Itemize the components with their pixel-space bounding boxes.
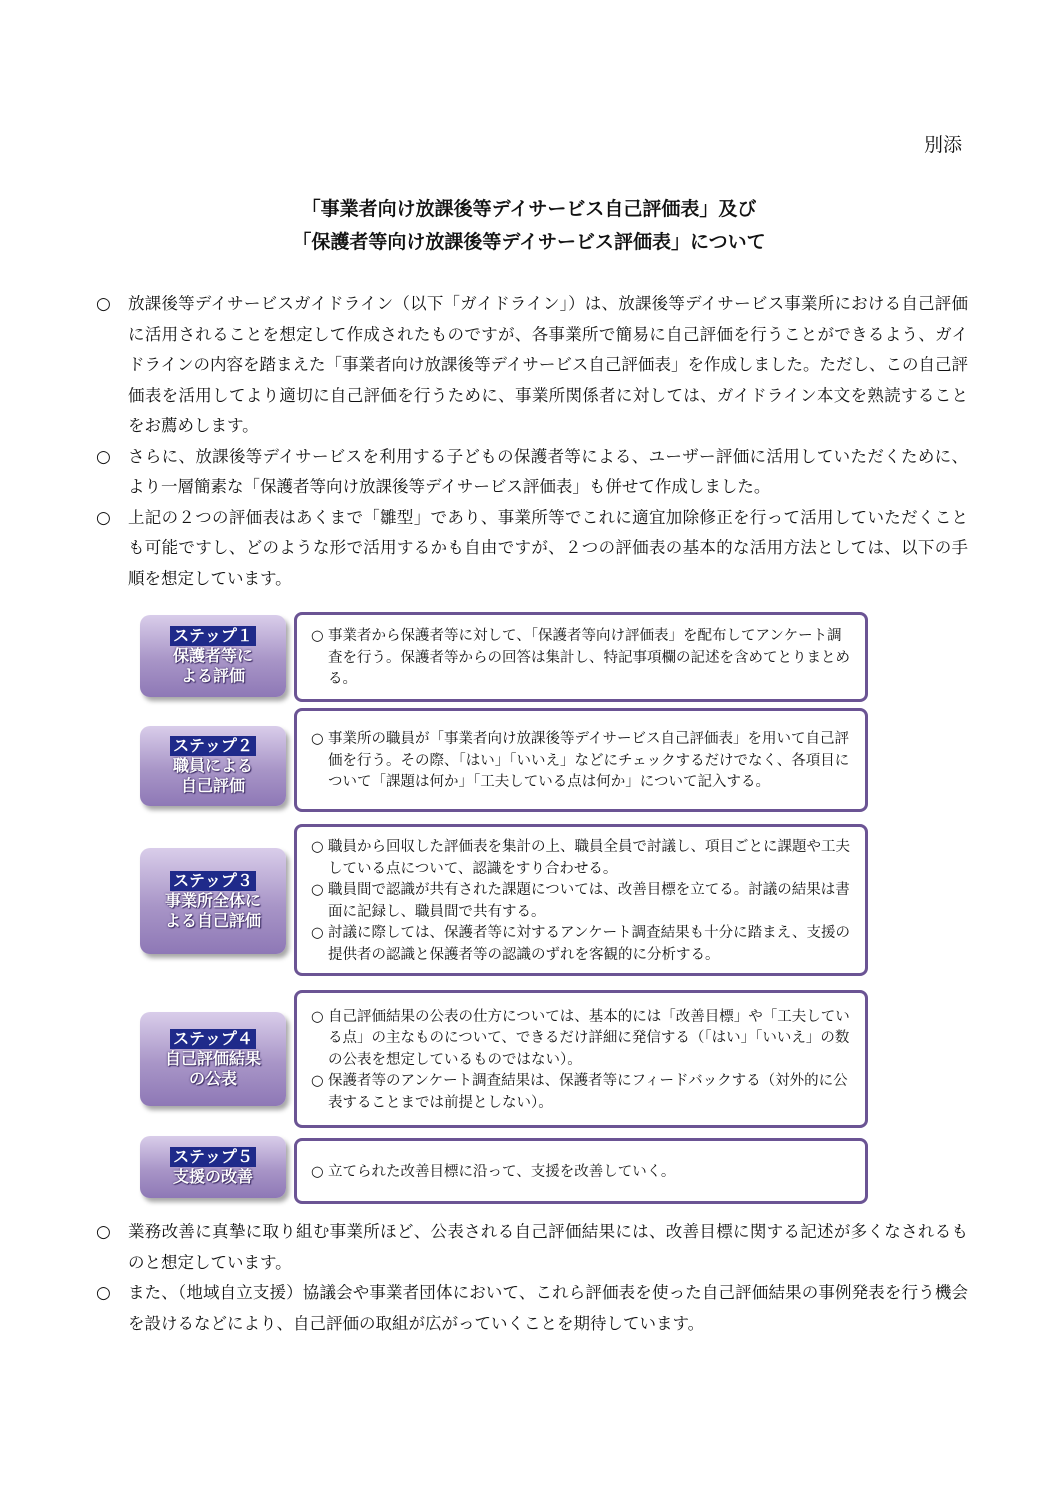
circle-icon: ○ — [311, 925, 324, 941]
step-item — [311, 1071, 851, 1114]
circle-icon: ○ — [311, 628, 324, 645]
circle-icon: ○ — [311, 1073, 324, 1090]
step-title-line: の公表 — [188, 1069, 237, 1088]
circle-bullet-icon: ○ — [96, 507, 111, 528]
step-item — [311, 729, 851, 794]
bullet-item — [96, 1278, 968, 1339]
circle-bullet-icon: ○ — [96, 1222, 111, 1242]
document-title — [0, 193, 1058, 259]
step-2 — [140, 708, 868, 812]
step-title-line: 保護者等に — [172, 646, 253, 665]
step-4-description — [294, 990, 868, 1128]
step-3 — [140, 824, 868, 976]
step-5-description — [294, 1138, 868, 1204]
circle-icon: ○ — [311, 1008, 324, 1025]
step-item-text: 事業所の職員が「事業者向け放課後等デイサービス自己評価表」を用いて自己評価を行う。その際、「はい」「いいえ」などにチェックするだけでなく、各項目について「課題は何か」「工夫している点は何か」について記入する。 — [328, 731, 850, 791]
bullet-text: さらに、放課後等デイサービスを利用する子どもの保護者等による、ユーザー評価に活用していただくために、より一層簡素な「保護者等向け放課後等デイサービス評価表」も併せて作成しました。 — [128, 446, 968, 496]
step-title-line: よる自己評価 — [164, 911, 261, 930]
step-4 — [140, 990, 868, 1128]
step-5 — [140, 1136, 868, 1204]
attachment-label: 別添 — [923, 134, 962, 156]
step-3-label — [140, 848, 286, 954]
title-line-2: 「保護者等向け放課後等デイサービス評価表」について — [292, 231, 766, 253]
step-item — [311, 837, 851, 880]
bullet-item — [96, 289, 968, 442]
step-item-text: 保護者等のアンケート調査結果は、保護者等にフィードバックする（対外的に公表することまでは前提としない）。 — [328, 1073, 848, 1111]
step-number: ステップ５ — [170, 1147, 256, 1167]
step-1 — [140, 610, 868, 702]
step-title-line: 職員による — [172, 756, 253, 775]
circle-icon: ○ — [311, 1163, 324, 1180]
step-item-text: 自己評価結果の公表の仕方については、基本的には「改善目標」や「工夫している点」の主なものについて、できるだけ詳細に発信する（「はい」「いいえ」の数の公表を想定しているものではない）。 — [328, 1008, 850, 1068]
bullet-text: 放課後等デイサービスガイドライン（以下「ガイドライン」）は、放課後等デイサービス事業所における自己評価に活用されることを想定して作成されたものですが、各事業所で簡易に自己評価を行うことができるよう、ガイドラインの内容を踏まえた「事業者向け放課後等デイサービス自己評価表」を作成しました。ただし、この自己評価表を活用してより適切に自己評価を行うために、事業所関係者に対しては、ガイドライン本文を熟読することをお薦めします。 — [128, 294, 968, 435]
bullet-item — [96, 1217, 968, 1278]
circle-bullet-icon: ○ — [96, 1283, 111, 1303]
step-item-text: 職員間で認識が共有された課題については、改善目標を立てる。討議の結果は書面に記録し、職員間で共有する。 — [328, 882, 850, 920]
step-2-label — [140, 726, 286, 806]
step-number: ステップ３ — [170, 871, 256, 891]
step-number: ステップ４ — [170, 1029, 256, 1049]
step-3-description — [294, 824, 868, 976]
step-item — [311, 626, 851, 691]
step-4-label — [140, 1012, 286, 1106]
circle-bullet-icon: ○ — [96, 446, 111, 467]
step-item-text: 討議に際しては、保護者等に対するアンケート調査結果も十分に踏まえ、支援の提供者の認識と保護者等の認識のずれを客観的に分析する。 — [328, 925, 850, 963]
step-title-line: よる評価 — [180, 666, 245, 685]
circle-icon: ○ — [311, 882, 324, 898]
step-item — [311, 1007, 851, 1072]
step-title-line: 自己評価 — [180, 776, 245, 795]
step-1-description — [294, 612, 868, 702]
bullet-item — [96, 503, 968, 595]
step-item-text: 職員から回収した評価表を集計の上、職員全員で討議し、項目ごとに課題や工夫している点について、認識をすり合わせる。 — [328, 839, 850, 877]
step-number: ステップ２ — [170, 736, 256, 756]
bullet-text: また、（地域自立支援）協議会や事業者団体において、これら評価表を使った自己評価結果の事例発表を行う機会を設けるなどにより、自己評価の取組が広がっていくことを期待しています。 — [128, 1283, 968, 1333]
closing-bullets — [96, 1217, 968, 1339]
bullet-text: 上記の２つの評価表はあくまで「雛型」であり、事業所等でこれに適宜加除修正を行って活用していただくことも可能ですし、どのような形で活用するかも自由ですが、２つの評価表の基本的な活用方法としては、以下の手順を想定しています。 — [128, 507, 969, 588]
bullet-item — [96, 442, 968, 503]
intro-bullets — [96, 289, 968, 594]
step-title-line: 事業所全体に — [164, 891, 261, 910]
title-line-1: 「事業者向け放課後等デイサービス自己評価表」及び — [301, 198, 757, 220]
step-5-label — [140, 1136, 286, 1198]
step-title-line: 支援の改善 — [172, 1167, 253, 1186]
step-item — [311, 880, 851, 923]
step-number: ステップ１ — [170, 626, 256, 646]
step-item-text: 事業者から保護者等に対して、「保護者等向け評価表」を配布してアンケート調査を行う。保護者等からの回答は集計し、特記事項欄の記述を含めてとりまとめる。 — [328, 628, 850, 688]
step-item-text: 立てられた改善目標に沿って、支援を改善していく。 — [328, 1163, 676, 1180]
step-title-line: 自己評価結果 — [164, 1049, 261, 1068]
bullet-text: 業務改善に真摯に取り組む事業所ほど、公表される自己評価結果には、改善目標に関する記述が多くなされるものと想定しています。 — [128, 1222, 969, 1272]
step-2-description — [294, 708, 868, 812]
step-item — [311, 1162, 851, 1184]
circle-bullet-icon: ○ — [96, 294, 111, 314]
circle-icon: ○ — [311, 731, 324, 748]
step-1-label — [140, 615, 286, 697]
circle-icon: ○ — [311, 839, 324, 855]
step-item — [311, 923, 851, 966]
